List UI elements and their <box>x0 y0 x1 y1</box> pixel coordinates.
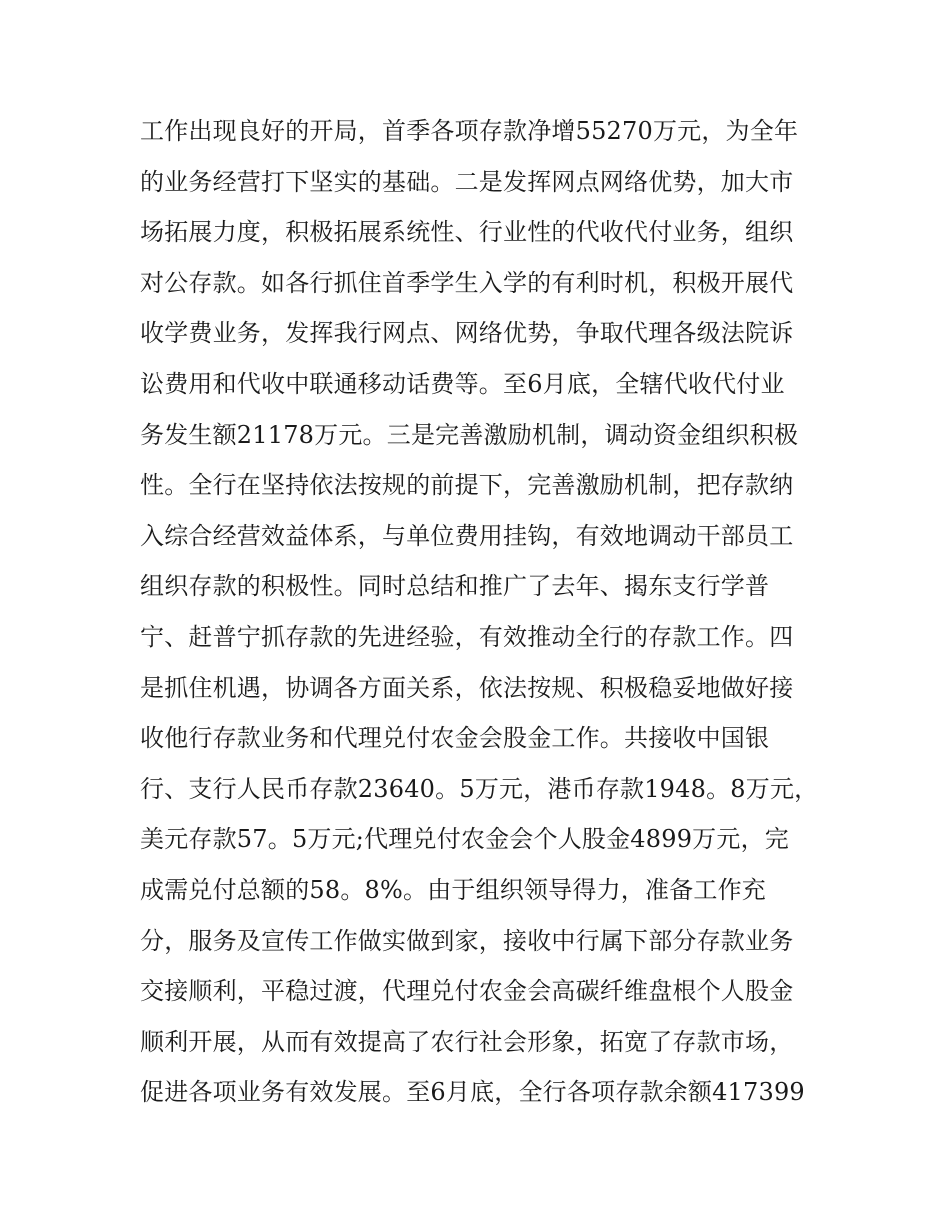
text-line: 美元存款57。5万元;代理兑付农金会个人股金4899万元，完 <box>140 825 789 854</box>
text-line: 行、支行人民币存款23640。5万元，港币存款1948。8万元， <box>140 774 819 803</box>
text-line: 务发生额21178万元。三是完善激励机制，调动资金组织积极 <box>140 420 799 449</box>
text-line: 是抓住机遇，协调各方面关系，依法按规、积极稳妥地做好接 <box>140 673 794 702</box>
text-line: 宁、赶普宁抓存款的先进经验，有效推动全行的存款工作。四 <box>140 622 794 651</box>
text-line: 交接顺利，平稳过渡，代理兑付农金会高碳纤维盘根个人股金 <box>140 977 794 1006</box>
text-line: 工作出现良好的开局，首季各项存款净增55270万元，为全年 <box>140 117 799 145</box>
text-line: 促进各项业务有效发展。至6月底，全行各项存款余额417399 <box>140 1078 805 1107</box>
text-line: 对公存款。如各行抓住首季学生入学的有利时机，积极开展代 <box>140 268 794 297</box>
text-line: 性。全行在坚持依法按规的前提下，完善激励机制，把存款纳 <box>140 471 794 500</box>
text-line: 顺利开展，从而有效提高了农行社会形象，拓宽了存款市场， <box>140 1027 794 1056</box>
text-line: 入综合经营效益体系，与单位费用挂钩，有效地调动干部员工 <box>140 521 794 550</box>
text-line: 的业务经营打下坚实的基础。二是发挥网点网络优势，加大市 <box>140 167 794 196</box>
text-line: 分，服务及宣传工作做实做到家，接收中行属下部分存款业务 <box>140 926 794 955</box>
text-line: 组织存款的积极性。同时总结和推广了去年、揭东支行学普 <box>140 572 770 601</box>
text-line: 收学费业务，发挥我行网点、网络优势，争取代理各级法院诉 <box>140 319 794 348</box>
text-line: 讼费用和代收中联通移动话费等。至6月底，全辖代收代付业 <box>140 369 785 398</box>
text-line: 收他行存款业务和代理兑付农金会股金工作。共接收中国银 <box>140 724 770 753</box>
text-line: 成需兑付总额的58。8%。由于组织领导得力，准备工作充 <box>140 875 767 904</box>
text-line: 场拓展力度，积极拓展系统性、行业性的代收代付业务，组织 <box>140 218 794 247</box>
body-text <box>140 106 830 1118</box>
